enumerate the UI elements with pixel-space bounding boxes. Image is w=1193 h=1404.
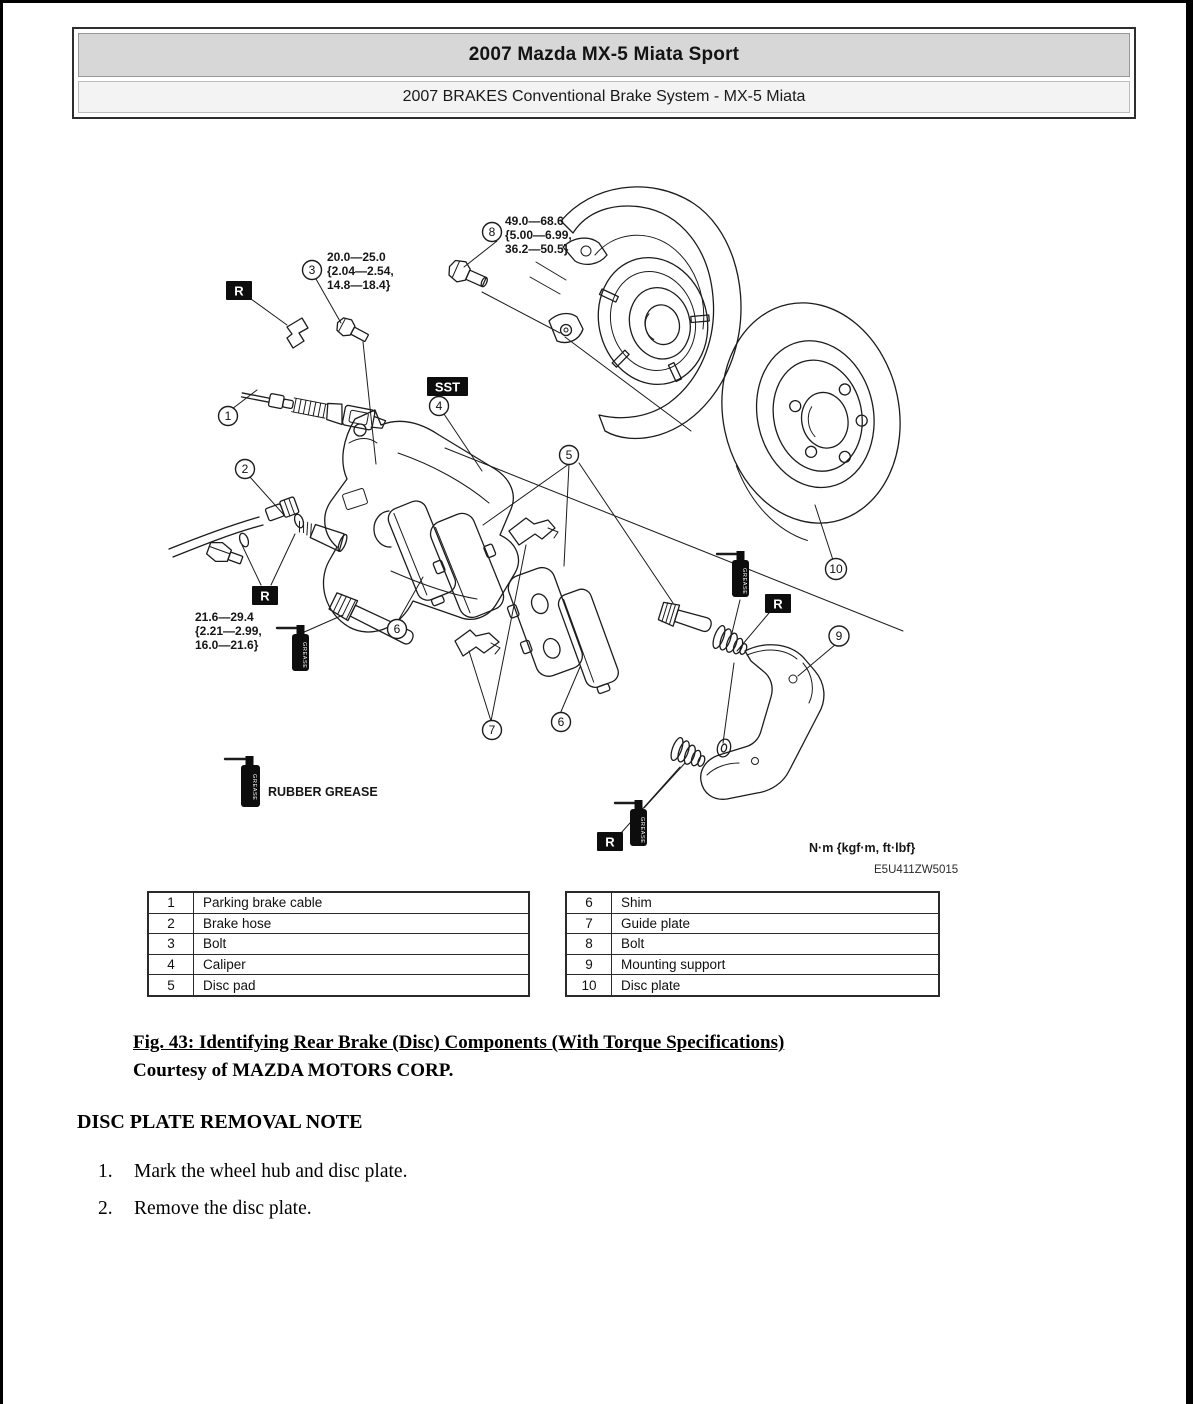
pin-boot-lower — [669, 736, 710, 770]
svg-text:9: 9 — [835, 629, 843, 643]
svg-text:{2.21—2.99,: {2.21—2.99, — [195, 624, 262, 638]
svg-text:36.2—50.5}: 36.2—50.5} — [505, 242, 569, 256]
callout-10 — [826, 559, 847, 580]
svg-text:6: 6 — [557, 715, 565, 729]
figure-courtesy: Courtesy of MAZDA MOTORS CORP. — [133, 1059, 454, 1081]
callout-6b — [552, 713, 571, 732]
svg-text:GREASE: GREASE — [639, 817, 645, 844]
r-box-3 — [765, 594, 791, 613]
svg-text:2: 2 — [241, 462, 249, 476]
table-row: 10 Disc plate — [567, 975, 939, 996]
bolt-8 — [445, 257, 491, 294]
svg-text:3: 3 — [308, 263, 316, 277]
step-text: Remove the disc plate. — [134, 1198, 312, 1219]
svg-text:1: 1 — [224, 409, 232, 423]
svg-text:R: R — [773, 596, 783, 612]
svg-text:R: R — [605, 834, 615, 850]
svg-text:21.6—29.4: 21.6—29.4 — [195, 610, 254, 624]
mounting-support — [701, 645, 824, 800]
svg-text:GREASE: GREASE — [251, 774, 257, 801]
callout-3 — [303, 261, 322, 280]
table-row: 8 Bolt — [567, 934, 939, 955]
svg-text:8: 8 — [488, 225, 496, 239]
callout-6a — [388, 620, 407, 639]
table-row: 6 Shim — [567, 893, 939, 914]
disc-pad-set — [385, 498, 624, 697]
section-heading: DISC PLATE REMOVAL NOTE — [77, 1111, 363, 1133]
guide-plate-lower — [455, 630, 499, 656]
figure-code: E5U411ZW5015 — [874, 864, 959, 876]
step-2 — [98, 1198, 407, 1220]
svg-text:R: R — [234, 283, 244, 299]
page-subtitle: 2007 BRAKES Conventional Brake System - MX-5 Miata — [78, 81, 1130, 113]
table-row: 5 Disc pad — [149, 975, 529, 996]
svg-text:14.8—18.4}: 14.8—18.4} — [327, 278, 391, 292]
callout-2 — [236, 460, 255, 479]
step-number: 1. — [98, 1161, 113, 1182]
step-number: 2. — [98, 1198, 113, 1219]
brake-hose-fitting — [169, 497, 305, 557]
table-row: 7 Guide plate — [567, 913, 939, 934]
parts-table-right — [566, 892, 939, 996]
callout-8 — [483, 223, 502, 242]
table-row: 1 Parking brake cable — [149, 893, 529, 914]
svg-text:SST: SST — [434, 379, 461, 395]
dust-shield — [549, 187, 741, 439]
table-row: 2 Brake hose — [149, 913, 529, 934]
svg-text:6: 6 — [393, 622, 401, 636]
wheel-hub — [584, 245, 723, 397]
svg-text:16.0—21.6}: 16.0—21.6} — [195, 638, 259, 652]
callout-9 — [829, 626, 849, 646]
grease-bottle-pin-upper — [717, 551, 749, 597]
torque-spec-bolt8 — [505, 214, 572, 256]
table-row: 4 Caliper — [149, 954, 529, 975]
figure-title: Fig. 43: Identifying Rear Brake (Disc) Components (With Torque Specifications) — [133, 1032, 785, 1053]
grease-bottle-caliper — [277, 625, 309, 671]
r-box-1 — [226, 281, 252, 300]
svg-text:5: 5 — [565, 448, 573, 462]
torque-spec-hose-bolt — [195, 610, 262, 652]
svg-text:{2.04—2.54,: {2.04—2.54, — [327, 264, 394, 278]
svg-text:{5.00—6.99,: {5.00—6.99, — [505, 228, 572, 242]
parts-table-left — [148, 892, 529, 996]
svg-text:R: R — [260, 588, 270, 604]
units-label: N·m {kgf·m, ft·lbf} — [809, 841, 916, 855]
svg-text:4: 4 — [435, 399, 443, 413]
callout-5 — [560, 446, 579, 465]
step-text: Mark the wheel hub and disc plate. — [134, 1161, 408, 1182]
retaining-clip — [287, 318, 308, 348]
figure-caption — [133, 1029, 993, 1084]
svg-text:10: 10 — [829, 562, 843, 576]
svg-text:GREASE: GREASE — [741, 568, 747, 595]
disc-plate — [702, 286, 923, 552]
parking-brake-cable — [240, 385, 387, 432]
r-box-2 — [252, 586, 278, 605]
brake-diagram — [3, 3, 1193, 888]
sst-box — [427, 377, 468, 396]
rubber-grease-label: RUBBER GREASE — [268, 785, 378, 799]
callout-1 — [219, 407, 238, 426]
torque-spec-bolt3 — [327, 250, 394, 292]
rubber-grease-legend — [225, 756, 378, 807]
guide-pin — [658, 600, 714, 636]
svg-text:7: 7 — [488, 723, 496, 737]
svg-text:49.0—68.6: 49.0—68.6 — [505, 214, 564, 228]
table-row: 3 Bolt — [149, 934, 529, 955]
svg-text:GREASE: GREASE — [301, 642, 307, 669]
callout-7 — [483, 721, 502, 740]
procedure-steps — [98, 1161, 407, 1235]
callout-4 — [430, 397, 449, 416]
svg-text:20.0—25.0: 20.0—25.0 — [327, 250, 386, 264]
r-box-4 — [597, 832, 623, 851]
step-1 — [98, 1161, 407, 1183]
guide-plate-upper — [509, 518, 555, 545]
page-title: 2007 Mazda MX-5 Miata Sport — [78, 33, 1130, 77]
table-row: 9 Mounting support — [567, 954, 939, 975]
